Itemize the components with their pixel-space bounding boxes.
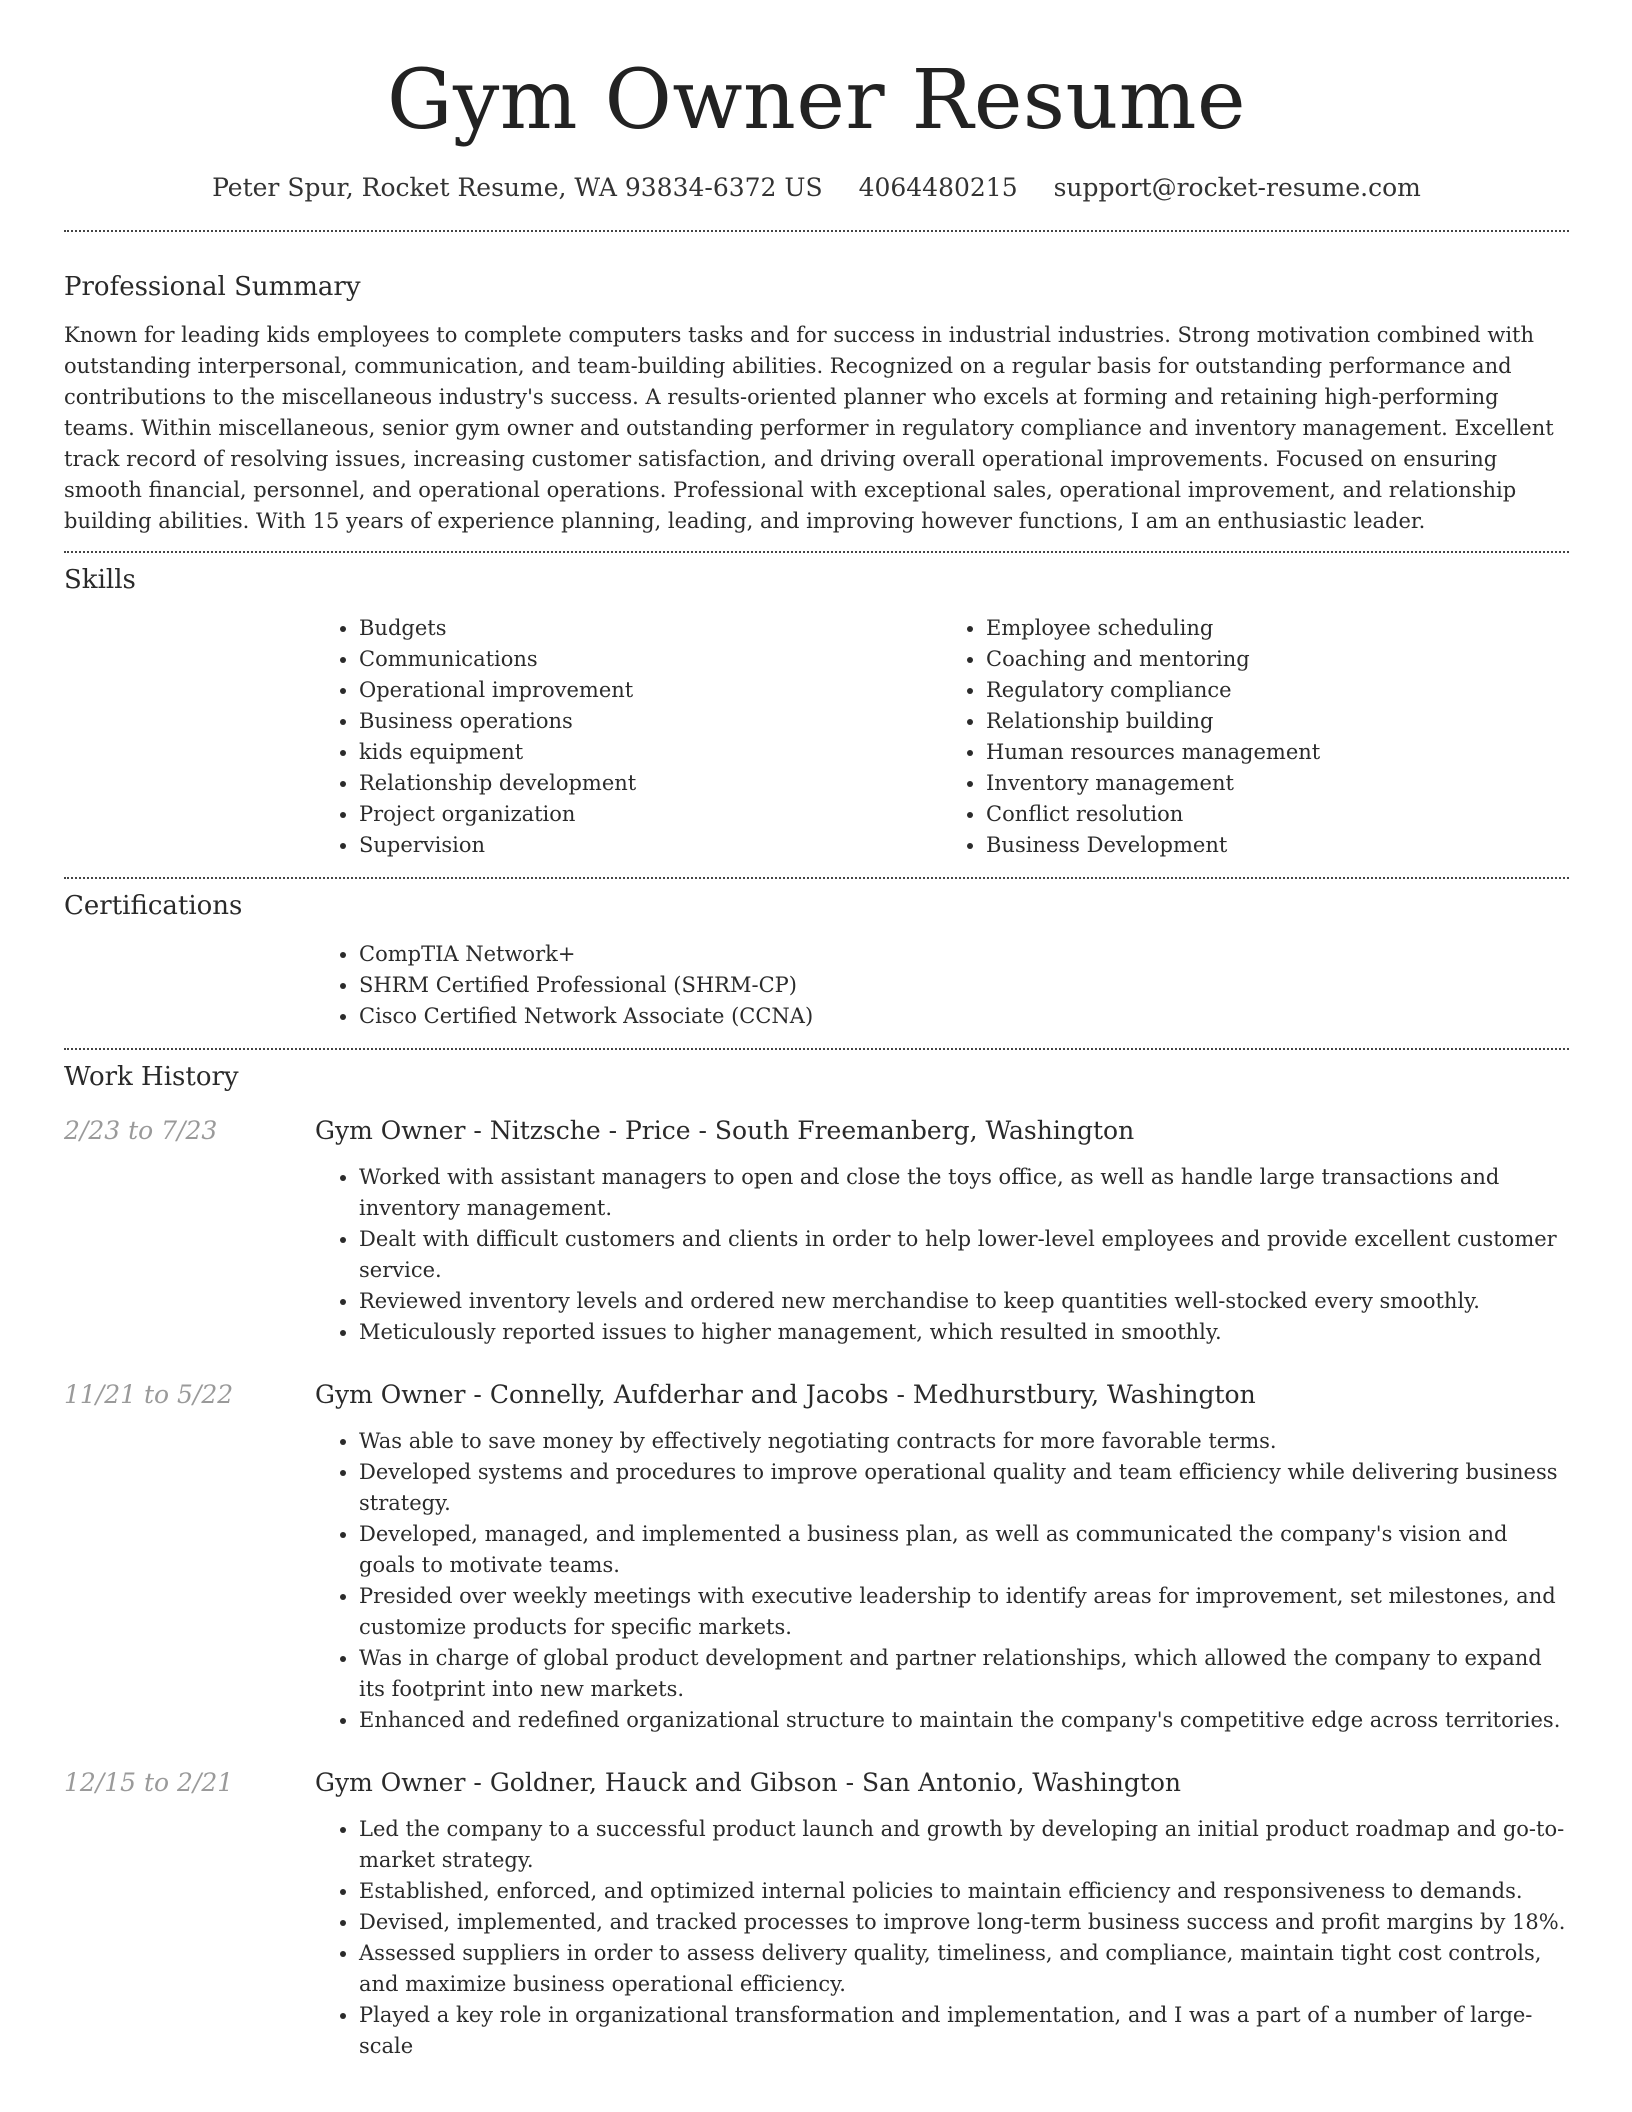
- certifications-list: [315, 939, 1569, 1032]
- section-title-work-history: Work History: [64, 1062, 239, 1092]
- list-item: • Devised, implemented, and tracked processes to improve long-term business success and profit margins by 18%.: [359, 1907, 1569, 1938]
- job-entry: [64, 1766, 1569, 2062]
- job-entry: [64, 1114, 1569, 1348]
- list-item: • Regulatory compliance: [986, 675, 1569, 706]
- skills-list-left: [315, 613, 942, 861]
- list-item: • Was able to save money by effectively negotiating contracts for more favorable terms.: [359, 1426, 1569, 1457]
- job-bullets: [315, 1426, 1569, 1736]
- list-item: • Inventory management: [986, 768, 1569, 799]
- list-item: • Budgets: [359, 613, 942, 644]
- job-title: Gym Owner - Connelly, Aufderhar and Jacobs - Medhurstbury, Washington: [315, 1380, 1256, 1409]
- list-item: • Conflict resolution: [986, 799, 1569, 830]
- job-bullets: [315, 1162, 1569, 1348]
- section-title-certifications: Certifications: [64, 891, 243, 921]
- list-item: • Established, enforced, and optimized internal policies to maintain efficiency and responsiveness to demands.: [359, 1876, 1569, 1907]
- job-date: 12/15 to 2/21: [64, 1768, 234, 1797]
- page-title: Gym Owner Resume: [386, 53, 1247, 148]
- contact-phone: 4064480215: [858, 173, 1018, 202]
- job-date: 2/23 to 7/23: [64, 1116, 218, 1145]
- summary-text: Known for leading kids employees to complete computers tasks and for success in industrial industries. Strong motivation combined with outstanding interpersonal, communication, and team-building abilities. Recognized on a regular basis for outstanding performance and contributions to the miscellaneous industry's success. A results-oriented planner who excels at forming and retaining high-performing teams. Within miscellaneous, senior gym owner and outstanding performer in regulatory compliance and inventory management. Excellent track record of resolving issues, increasing customer satisfaction, and driving overall operational improvements. Focused on ensuring smooth financial, personnel, and operational operations. Professional with exceptional sales, operational improvement, and relationship building abilities. With 15 years of experience planning, leading, and improving however functions, I am an enthusiastic leader.: [64, 323, 1554, 533]
- list-item: • Was in charge of global product development and partner relationships, which allowed the company to expand its footprint into new markets.: [359, 1643, 1569, 1705]
- list-item: • Human resources management: [986, 737, 1569, 768]
- skills-list-right: [942, 613, 1569, 861]
- list-item: • Cisco Certified Network Associate (CCNA): [359, 1001, 1569, 1032]
- list-item: • Enhanced and redefined organizational structure to maintain the company's competitive edge across territories.: [359, 1705, 1569, 1736]
- job-title: Gym Owner - Nitzsche - Price - South Freemanberg, Washington: [315, 1116, 1135, 1145]
- job-title: Gym Owner - Goldner, Hauck and Gibson - San Antonio, Washington: [315, 1768, 1182, 1797]
- divider: [64, 551, 1569, 553]
- list-item: • Coaching and mentoring: [986, 644, 1569, 675]
- list-item: • Supervision: [359, 830, 942, 861]
- list-item: • Developed, managed, and implemented a business plan, as well as communicated the company's vision and goals to motivate teams.: [359, 1519, 1569, 1581]
- list-item: • kids equipment: [359, 737, 942, 768]
- job-date: 11/21 to 5/22: [64, 1380, 234, 1409]
- job-bullets: [315, 1814, 1569, 2062]
- list-item: • Relationship building: [986, 706, 1569, 737]
- contact-line: [64, 172, 1569, 204]
- list-item: • Business Development: [986, 830, 1569, 861]
- section-title-summary: Professional Summary: [64, 272, 361, 302]
- list-item: • Developed systems and procedures to improve operational quality and team efficiency while delivering business strategy.: [359, 1457, 1569, 1519]
- list-item: • Worked with assistant managers to open and close the toys office, as well as handle large transactions and inventory management.: [359, 1162, 1569, 1224]
- list-item: • Presided over weekly meetings with executive leadership to identify areas for improvement, set milestones, and customize products for specific markets.: [359, 1581, 1569, 1643]
- list-item: • Played a key role in organizational transformation and implementation, and I was a part of a number of large-scale: [359, 2000, 1569, 2062]
- list-item: • Operational improvement: [359, 675, 942, 706]
- contact-address: Peter Spur, Rocket Resume, WA 93834-6372 US: [212, 173, 823, 202]
- list-item: • Business operations: [359, 706, 942, 737]
- list-item: • SHRM Certified Professional (SHRM-CP): [359, 970, 1569, 1001]
- divider: [64, 877, 1569, 879]
- list-item: • Meticulously reported issues to higher management, which resulted in smoothly.: [359, 1317, 1569, 1348]
- list-item: • Communications: [359, 644, 942, 675]
- list-item: • CompTIA Network+: [359, 939, 1569, 970]
- skills-grid: [315, 613, 1569, 861]
- section-title-skills: Skills: [64, 565, 136, 595]
- divider: [64, 230, 1569, 232]
- list-item: • Led the company to a successful product launch and growth by developing an initial product roadmap and go-to-market strategy.: [359, 1814, 1569, 1876]
- list-item: • Relationship development: [359, 768, 942, 799]
- job-entry: [64, 1378, 1569, 1736]
- list-item: • Reviewed inventory levels and ordered new merchandise to keep quantities well-stocked every smoothly.: [359, 1286, 1569, 1317]
- list-item: • Employee scheduling: [986, 613, 1569, 644]
- list-item: • Assessed suppliers in order to assess delivery quality, timeliness, and compliance, maintain tight cost controls, and maximize business operational efficiency.: [359, 1938, 1569, 2000]
- list-item: • Project organization: [359, 799, 942, 830]
- divider: [64, 1048, 1569, 1050]
- list-item: • Dealt with difficult customers and clients in order to help lower-level employees and provide excellent customer service.: [359, 1224, 1569, 1286]
- resume-page: [64, 0, 1569, 2112]
- contact-email: support@rocket-resume.com: [1053, 173, 1421, 202]
